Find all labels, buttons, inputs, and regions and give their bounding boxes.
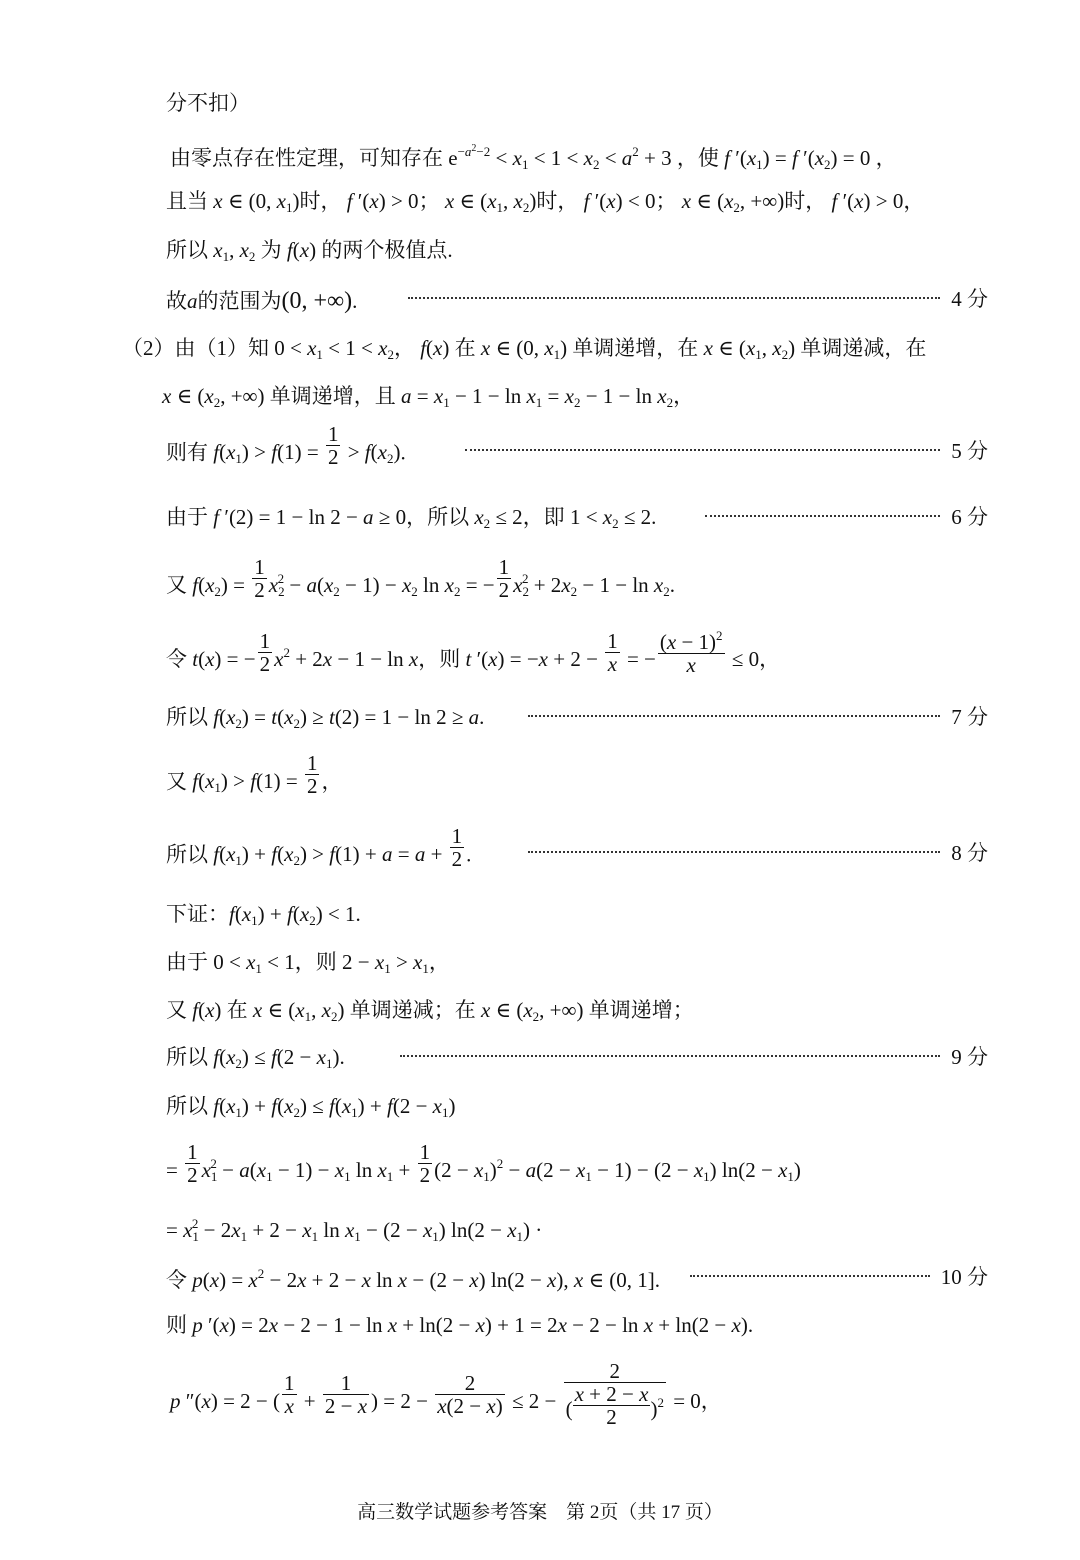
- formula: $f(x_1) + f(x_2) < 1$: [229, 902, 356, 928]
- line-text: 令: [166, 1268, 193, 1292]
- line-text: 则有: [166, 440, 214, 465]
- line-text: 在: [221, 998, 253, 1022]
- line-text: 单调递增，且: [264, 384, 402, 408]
- score-label: 4 分: [951, 287, 988, 311]
- formula: $f(x_2) \le f(2 - x_1)$: [213, 1045, 340, 1071]
- line-text: ，则: [418, 647, 466, 671]
- formula-p-second-derivative: p ″(x) = 2 − ( $\frac{1}{x}$ + $\frac{1}{2 - x}$ ) = 2 − $\frac{2}{x(2 - x)}$ ≤ 2 − 2 ( $\frac{x + 2 - x}{2}$ )$^2$ = 0: [170, 1359, 701, 1430]
- score-label: 10 分: [940, 1265, 988, 1289]
- dotted-leader: [465, 449, 940, 451]
- line-text: ；: [655, 189, 677, 213]
- dotted-leader: [528, 715, 940, 717]
- line-text: 所以: [166, 1045, 214, 1069]
- line-text: 单调递减，在: [795, 336, 927, 360]
- formula: $1 < x_2 \le 2$: [569, 505, 652, 531]
- line-text: .: [400, 440, 406, 465]
- formula-zero-range: $e^{-a^2-2} < x_1 < 1 < x_2 < a^2 + 3$: [448, 143, 672, 172]
- formula: x ∈ ($x_1$, $x_2$): [444, 189, 537, 215]
- line-text: 由于: [166, 505, 214, 529]
- line-text: ，: [321, 769, 343, 794]
- line-text: 则: [166, 1313, 193, 1337]
- score-label: 8 分: [951, 841, 988, 865]
- line-text: .: [352, 289, 358, 313]
- line-text: .: [669, 573, 675, 597]
- line-text: ，: [673, 384, 695, 408]
- formula: f(x): [420, 336, 450, 360]
- formula-p-definition: $p(x) = x^2 - 2x + 2 - x$ ln x − (2 − x) ln(2 − x), x ∈ (0, 1]: [192, 1266, 655, 1292]
- line-text: 由零点存在性定理，可知存在: [170, 146, 449, 170]
- line-text: 分不扣）: [166, 91, 250, 115]
- line-text: ，所以: [406, 505, 475, 529]
- line-text: 单调递增，在: [567, 336, 704, 360]
- line-text: ，: [875, 146, 897, 170]
- line-text: .: [479, 705, 485, 729]
- line-text: ，: [903, 189, 925, 213]
- formula: f(x): [286, 238, 317, 262]
- formula-sum-expansion: = $\frac{1}{2}$ $x_1^2 - a(x_1 - 1) - x_1$ $\ln x_1$ + $\frac{1}{2}$ $(2 - x_1)^2 - a(2 - x_1 - 1) - (2 - x_1)$ $\ln(2 - x_1)$: [166, 1139, 801, 1187]
- formula-t-derivative: t ′(x) = −x + 2 − $\frac{1}{x}$ = − $\frac{(x - 1)^2}{x}$ ≤ 0: [465, 627, 760, 677]
- line-text: 时，: [536, 189, 579, 213]
- dotted-leader: [690, 1275, 930, 1277]
- formula-t-definition: t(x) = − $\frac{1}{2}$ $x^2 + 2x - 1 - \ln x$: [192, 628, 419, 676]
- line-text: （2）由（1）知: [122, 336, 275, 360]
- line-text: .: [339, 1045, 345, 1069]
- line-text: 所以: [166, 842, 214, 867]
- line-text: 为: [255, 238, 287, 262]
- line-text: 又: [166, 573, 193, 597]
- formula: x ∈ (0, $x_1$): [213, 189, 300, 215]
- formula: $0 < x_1 < 1 < x_2$: [274, 336, 394, 362]
- line-text: .: [466, 842, 472, 867]
- line-text: 下证：: [166, 902, 229, 926]
- line-text: 所以: [166, 705, 214, 729]
- formula: x ∈ ($x_2$, +∞): [162, 384, 265, 410]
- line-text: ，: [759, 647, 781, 671]
- line-text: 单调递减；在: [344, 998, 481, 1022]
- formula: x ∈ ($x_1$, $x_2$): [703, 336, 796, 362]
- formula: x ∈ ($x_2$, +∞): [480, 998, 584, 1024]
- line-text: 令: [166, 647, 193, 671]
- line-text: ，则: [294, 950, 343, 974]
- line-text: 故: [166, 289, 187, 313]
- line-text: 且当: [166, 189, 214, 213]
- line-text: .: [747, 1313, 754, 1337]
- line-text: 的范围为: [197, 289, 282, 313]
- formula: $f(x_2) = t(x_2) \ge t(2) = 1 - \ln 2 \ge a$: [213, 705, 480, 731]
- formula-derivative-zero: f $'(x_1) = f$ $'(x_2) = 0$: [724, 146, 871, 172]
- line-text: ，即: [522, 505, 570, 529]
- dotted-leader: [528, 851, 940, 853]
- formula: f ′(2) = 1 − ln 2 − a ≥ 0: [213, 505, 407, 529]
- line-text: 在: [449, 336, 481, 360]
- line-text: 又: [166, 769, 193, 794]
- formula: $0 < x_1 < 1$: [213, 950, 295, 976]
- line-text: 又: [166, 998, 193, 1022]
- formula-range: (0, +∞): [281, 288, 353, 314]
- formula: f ′(x) > 0: [346, 189, 419, 213]
- line-text: 所以: [166, 238, 214, 262]
- line-text: 时，: [299, 189, 342, 213]
- formula-p-derivative: p ′(x) = 2x − 2 − 1 − ln x + ln(2 − x) + 1 = 2x − 2 − ln x + ln(2 − x): [192, 1313, 748, 1337]
- formula-a-expression: $a = x_1 - 1 - \ln x_1 = x_2 - 1 - \ln x_2$: [401, 384, 674, 410]
- formula: f(x): [192, 998, 222, 1022]
- line-text: 的两个极值点.: [316, 238, 453, 262]
- formula: $2 - x_1 > x_1$: [342, 950, 429, 976]
- formula: f ′(x) > 0: [831, 189, 904, 213]
- line-text: .: [355, 902, 361, 926]
- score-label: 7 分: [951, 705, 988, 729]
- line-text: ，使: [676, 146, 725, 170]
- line-text: .: [654, 1268, 660, 1292]
- formula: a: [187, 289, 198, 313]
- line-text: ；: [418, 189, 440, 213]
- line-text: ，: [428, 950, 450, 974]
- formula: $f(x_1) + f(x_2) > f(1) + a = a$ + $\frac{1}{2}$: [213, 824, 463, 872]
- formula: $x_1$, $x_2$: [213, 238, 256, 264]
- formula: f ′(x) < 0: [583, 189, 656, 213]
- page-footer: 高三数学试题参考答案 第 2页（共 17 页）: [357, 1502, 723, 1523]
- formula: $x_2 \le 2$: [474, 505, 523, 531]
- formula: x ∈ ($x_1$, $x_2$): [252, 998, 345, 1024]
- line-text: 单调递增；: [583, 998, 694, 1022]
- line-text: ，: [700, 1388, 722, 1413]
- dotted-leader: [408, 297, 940, 299]
- line-text: ，: [393, 336, 415, 360]
- formula: $f(x_1) + f(x_2) \le f(x_1) + f(2 - x_1)$: [213, 1094, 456, 1120]
- line-text: .: [651, 505, 657, 529]
- score-label: 6 分: [951, 505, 988, 529]
- score-label: 5 分: [951, 439, 988, 463]
- formula: x ∈ ($x_2$, +∞): [681, 189, 785, 215]
- formula: x ∈ (0, $x_1$): [480, 336, 568, 362]
- dotted-leader: [705, 515, 940, 517]
- line-text: 由于: [166, 950, 214, 974]
- formula: $f(x_1) > f(1)$ = $\frac{1}{2}$: [192, 751, 318, 799]
- line-text: 时，: [784, 189, 827, 213]
- dotted-leader: [400, 1055, 940, 1057]
- formula: $f(x_1) > f(1)$ = $\frac{1}{2}$ > $f(x_2)$: [213, 422, 401, 470]
- score-label: 9 分: [951, 1045, 988, 1069]
- line-text: 所以: [166, 1094, 214, 1118]
- formula-f-x2: $f(x_2)$ = $\frac{1}{2}$ $x_2^2 - a(x_2 - 1) - x_2$ $\ln x_2$ = − $\frac{1}{2}$ $x_2^2 + 2x_2 - 1 - \ln x_2$: [192, 554, 670, 602]
- formula-simplified: = $x_1^2 - 2x_1 + 2 - x_1$ $\ln x_1 - (2 - x_1) \ln(2 - x_1)$ ·: [166, 1216, 543, 1244]
